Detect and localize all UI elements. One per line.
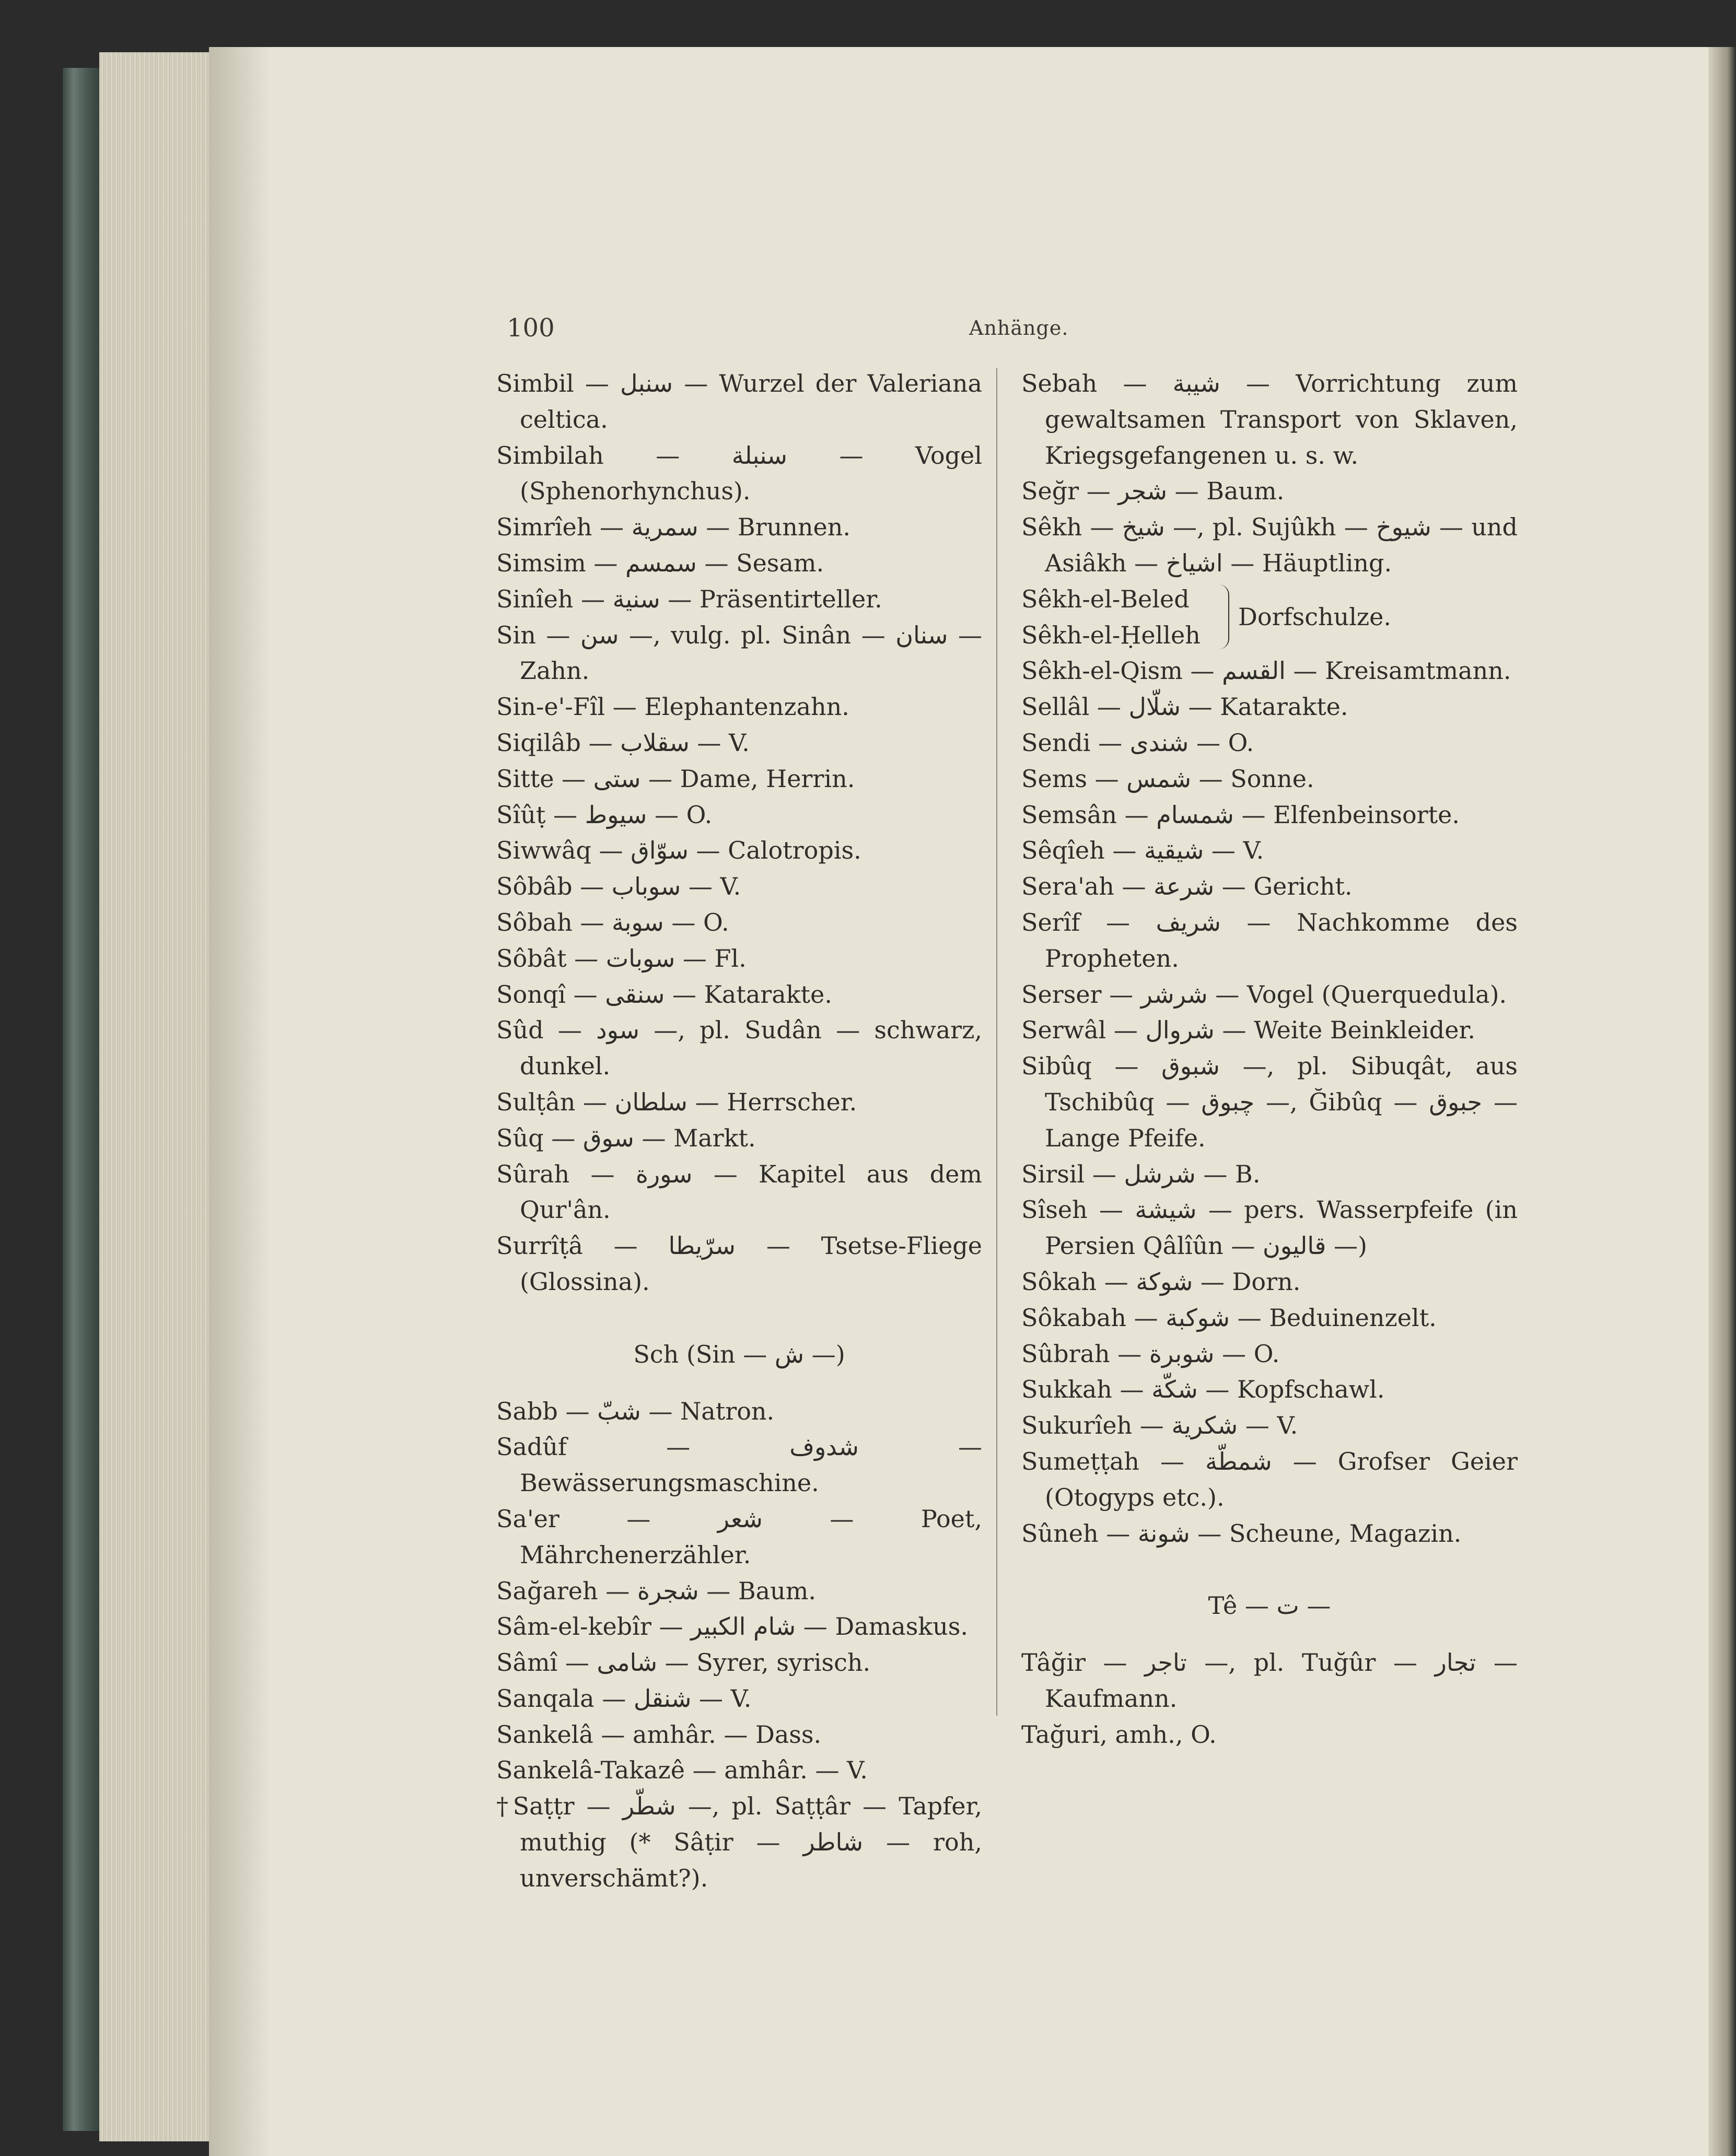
dictionary-entry: Serser — شرشر — Vogel (Querquedula). [1021, 980, 1507, 1009]
dictionary-entry: Sôbât — سوبات — Fl. [496, 944, 747, 972]
dictionary-entry: Sabb — شبّ — Natron. [496, 1397, 775, 1425]
dictionary-entry: Serîf — شريف — Nachkomme des Propheten. [1021, 908, 1518, 972]
page-gutter-shadow [209, 47, 272, 2156]
section-heading: Sch (Sin — ش —) [633, 1340, 845, 1368]
dictionary-entry: Sôkabah — شوكبة — Beduinenzelt. [1021, 1303, 1437, 1332]
dictionary-entry: Simbilah — سنبلة — Vogel (Sphenorhynchus). [496, 441, 982, 506]
bracket-term-1: Sêkh-el-Beled [1021, 584, 1190, 613]
dictionary-entry: Sûbrah — شوبرة — O. [1021, 1339, 1280, 1368]
dictionary-entry: Tağuri, amh., O. [1021, 1720, 1217, 1749]
dictionary-entry: Semsân — شمسام — Elfenbeinsorte. [1021, 800, 1460, 829]
dictionary-entry: Sems — شمس — Sonne. [1021, 764, 1314, 793]
dictionary-entry: Surrîṭâ — سرّيطا — Tsetse-Fliege (Glossina). [496, 1232, 982, 1296]
dictionary-entry: Sûneh — شونة — Scheune, Magazin. [1021, 1519, 1462, 1548]
section-heading-te: Tê — ت — [1208, 1591, 1331, 1620]
dictionary-entry: Sâm-el-kebîr — شام الكبير — Damaskus. [496, 1612, 969, 1641]
dictionary-entry: Sêkh-el-Qism — القسم — Kreisamtmann. [1021, 657, 1511, 685]
column-divider [996, 368, 997, 1716]
dictionary-entry: Sêqîeh — شيقية — V. [1021, 836, 1264, 865]
dictionary-entry: Sûd — سود —, pl. Sudân — schwarz, dunkel. [496, 1016, 982, 1081]
dictionary-entry: Serwâl — شروال — Weite Beinkleider. [1021, 1016, 1475, 1045]
dictionary-entry: Sumeṭṭah — شمطّة — Grofser Geier (Otogyps etc.). [1021, 1447, 1518, 1511]
dictionary-entry: Sonqî — سنقى — Katarakte. [496, 980, 832, 1009]
bracket-definition: Dorfschulze. [1238, 602, 1392, 631]
dictionary-entry: Sin — سن —, vulg. pl. Sinân — سنان — Zahn. [496, 620, 982, 685]
page-edges [99, 52, 225, 2141]
dictionary-entry: Sôkah — شوكة — Dorn. [1021, 1267, 1301, 1296]
dictionary-entry: Simsim — سمسم — Sesam. [496, 548, 824, 577]
dictionary-entry: Siqilâb — سقلاب — V. [496, 728, 750, 757]
dictionary-entry: Sukurîeh — شكرية — V. [1021, 1411, 1298, 1440]
left-column [496, 366, 982, 1896]
dictionary-entry: Simbil — سنبل — Wurzel der Valeriana celtica. [496, 369, 982, 433]
dictionary-entry: Sôbah — سوبة — O. [496, 908, 729, 936]
dictionary-entry: Sukkah — شكّة — Kopfschawl. [1021, 1375, 1385, 1404]
bracketed-entry [1021, 581, 1518, 653]
dictionary-entry: Sêkh — شيخ —, pl. Sujûkh — شيوخ — und Asiâkh — اشياخ — Häuptling. [1021, 513, 1518, 577]
dictionary-entry: Sirsil — شرشل — B. [1021, 1159, 1261, 1188]
dictionary-entry: Sibûq — شبوق —, pl. Sibuqât, aus Tschibûq — چبوق —, Ğibûq — جبوق — Lange Pfeife. [1021, 1052, 1518, 1152]
running-title: Anhänge. [969, 317, 1069, 339]
dictionary-entry: Seğr — شجر — Baum. [1021, 477, 1285, 506]
bracket-term-2: Sêkh-el-Ḥelleh [1021, 620, 1201, 649]
dictionary-entry: Sâmî — شامى — Syrer, syrisch. [496, 1648, 871, 1677]
dictionary-entry: Sebah — شيبة — Vorrichtung zum gewaltsamen Transport von Sklaven, Kriegsgefangenen u. s. w. [1021, 369, 1518, 470]
dictionary-entry: Sin-e'-Fîl — Elephantenzahn. [496, 693, 849, 721]
dictionary-entry: Sôbâb — سوباب — V. [496, 872, 741, 901]
dictionary-entry: Sadûf — شدوف — Bewässerungsmaschine. [496, 1433, 982, 1497]
dictionary-entry: Sulṭân — سلطان — Herrscher. [496, 1087, 857, 1116]
dictionary-entry: Sîûṭ — سيوط — O. [496, 800, 713, 829]
dictionary-entry: Sera'ah — شرعة — Gericht. [1021, 872, 1353, 901]
page-header [507, 313, 1552, 350]
dictionary-entry: Sendi — شندى — O. [1021, 728, 1254, 757]
dictionary-entry: Sellâl — شلّال — Katarakte. [1021, 693, 1348, 721]
dictionary-entry: Sinîeh — سنية — Präsentirteller. [496, 584, 882, 613]
dictionary-entry: Sa'er — شعر — Poet, Mährchenerzähler. [496, 1504, 982, 1569]
dictionary-entry: Siwwâq — سوّاق — Calotropis. [496, 836, 861, 865]
dictionary-entry: Sağareh — شجرة — Baum. [496, 1576, 816, 1605]
dictionary-entry: †Saṭṭr — شطّر —, pl. Saṭṭâr — Tapfer, muthig (* Sâṭir — شاطر — roh, unverschämt?). [496, 1792, 982, 1892]
right-column [1021, 366, 1518, 1752]
curly-brace [1219, 584, 1229, 649]
dictionary-entry: Sûrah — سورة — Kapitel aus dem Qur'ân. [496, 1159, 982, 1224]
next-page-edge [1708, 47, 1736, 2156]
dictionary-entry: Sîseh — شيشة — pers. Wasserpfeife (in Persien Qâlîûn — قاليون —) [1021, 1196, 1518, 1260]
dictionary-entry: Simrîeh — سمرية — Brunnen. [496, 513, 851, 542]
page-number: 100 [507, 313, 555, 343]
dictionary-entry: Sanqala — شنقل — V. [496, 1684, 752, 1713]
dictionary-entry: Sitte — ستى — Dame, Herrin. [496, 764, 855, 793]
dictionary-entry: Tâğir — تاجر —, pl. Tuğûr — تجار — Kaufmann. [1021, 1648, 1518, 1713]
book-spine [63, 68, 99, 2131]
dictionary-entry: Sankelâ — amhâr. — Dass. [496, 1720, 822, 1749]
dictionary-entry: Sankelâ-Takazê — amhâr. — V. [496, 1756, 868, 1785]
dictionary-entry: Sûq — سوق — Markt. [496, 1123, 756, 1152]
